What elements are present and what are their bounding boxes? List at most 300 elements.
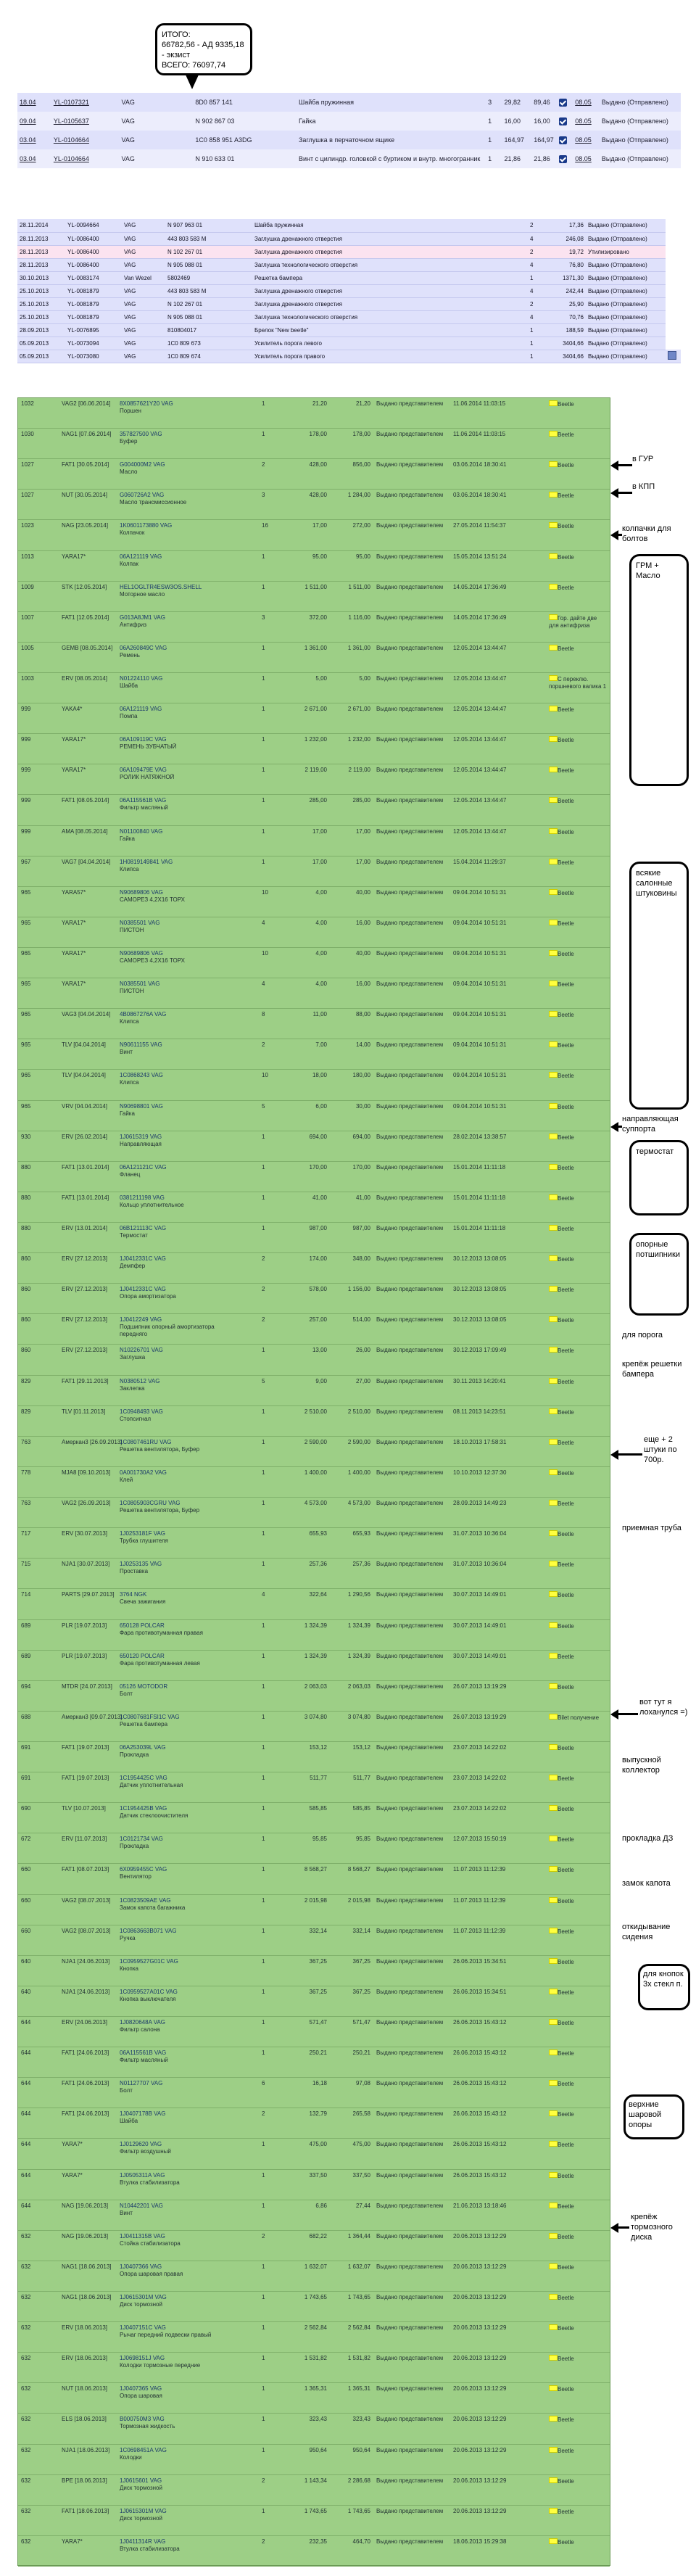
order-car: Beetle: [558, 1012, 574, 1019]
order-price: 1 743,65: [304, 2507, 327, 2514]
order-qty: 1: [262, 2049, 265, 2057]
order-sum: 856,00: [352, 461, 370, 468]
order-supplier: NAG1 [07.06.2014]: [62, 431, 112, 438]
green-order-row: [18, 1467, 610, 1498]
new-badge: [549, 1011, 558, 1017]
order-price: 188,59: [550, 323, 586, 337]
order-date: 11.07.2013 11:12:39: [453, 1866, 506, 1873]
order-mid-row: [17, 245, 681, 258]
order-part: 1J0407151C VAG: [120, 2324, 166, 2332]
selected-checkbox[interactable]: [559, 136, 567, 144]
order-price: 2 063,03: [304, 1683, 327, 1690]
order-part: 810804017: [165, 323, 252, 337]
order-number: 1013: [21, 553, 34, 560]
green-order-row: [18, 643, 610, 673]
order-qty: 2: [262, 1041, 265, 1049]
annotation-hood: замок капота: [622, 1879, 671, 1888]
order-qty: 5: [262, 1377, 265, 1384]
order-name: Трубка глушителя: [120, 1537, 168, 1545]
order-qty: 1: [262, 553, 265, 560]
order-price: 337,50: [309, 2171, 327, 2179]
order-sum: 1 364,44: [347, 2232, 370, 2239]
arrow-brake: [613, 2226, 629, 2229]
order-supplier: FAT1 [08.05.2014]: [62, 797, 109, 804]
order-date[interactable]: 09.04: [20, 117, 36, 125]
order-qty: 1: [262, 1743, 265, 1751]
green-order-row: [18, 1925, 610, 1956]
green-order-row: [18, 1009, 610, 1039]
order-status: Выдано представителем: [376, 644, 444, 651]
order-sum: 178,00: [352, 431, 370, 438]
order-mid-row: [17, 310, 681, 323]
green-order-row: [18, 1192, 610, 1223]
order-price: 372,00: [309, 614, 327, 621]
order-supplier: TLV [01.11.2013]: [62, 1408, 106, 1415]
order-qty: 1: [262, 1469, 265, 1476]
green-order-row: [18, 1772, 610, 1803]
order-status: Выдано представителем: [376, 1163, 444, 1171]
order-supplier: FAT1 [30.05.2014]: [62, 461, 109, 468]
annotation-brake: крепёж тормозного диска: [631, 2213, 673, 2242]
green-order-row: [18, 1712, 610, 1742]
order-id[interactable]: YL-0105637: [53, 117, 89, 125]
order-price: 18,00: [312, 1072, 327, 1079]
summary-callout: [155, 23, 252, 75]
green-order-row: [18, 703, 610, 734]
annotation-gasket: прокладка ДЗ: [622, 1834, 674, 1843]
green-order-row: [18, 2536, 610, 2567]
order-name: Шайба пружинная: [252, 219, 528, 232]
order-date: 25.10.2013: [17, 284, 65, 297]
order-supplier: VRV [04.04.2014]: [62, 1102, 108, 1110]
order-status: Выдано представителем: [376, 2080, 444, 2087]
green-order-row: [18, 2322, 610, 2353]
order-price: 246,08: [550, 232, 586, 245]
order-price: 511,77: [310, 1775, 327, 1782]
green-order-row: [18, 490, 610, 520]
order-name: Фланец: [120, 1171, 141, 1178]
order-status: Выдано представителем: [376, 797, 444, 804]
order-part: 1C0823509AE VAG: [120, 1896, 171, 1904]
order-name: Клей: [120, 1476, 133, 1483]
annotation-caps: колпачки для болтов: [622, 524, 671, 543]
green-order-row: [18, 856, 610, 887]
order-car: Beetle: [558, 432, 574, 439]
order-supplier: ERV [26.02.2014]: [62, 1133, 108, 1140]
new-badge: [549, 2294, 558, 2300]
order-date: 20.06.2013 13:12:29: [453, 2385, 507, 2393]
new-badge: [549, 645, 558, 651]
order-number: 860: [21, 1255, 31, 1263]
order-part: N 905 088 01: [165, 310, 252, 323]
order-part: N0385501 VAG: [120, 919, 160, 926]
order-part: 1J0615601 VAG: [120, 2477, 162, 2484]
order-date[interactable]: 03.04: [20, 155, 36, 162]
order-name: Диск тормозной: [120, 2514, 162, 2522]
order-price: 2 510,00: [304, 1408, 327, 1415]
selected-checkbox[interactable]: [559, 155, 567, 163]
order-part: N90611155 VAG: [120, 1041, 162, 1049]
order-car: Beetle: [558, 523, 574, 530]
order-number: 1030: [21, 431, 34, 438]
order-supplier: NUT [30.05.2014]: [62, 492, 108, 499]
order-status: Выдано представителем: [376, 736, 444, 743]
order-qty: 8: [262, 1011, 265, 1018]
order-date: 11.06.2014 11:03:15: [453, 400, 506, 407]
order-status: Выдано представителем: [376, 2202, 444, 2209]
order-sum: 89,46: [534, 99, 550, 106]
order-date: 28.11.2013: [17, 245, 65, 258]
new-badge: [549, 1164, 558, 1170]
order-part: 8D0 857 141: [195, 99, 233, 106]
scroll-cell: [666, 350, 681, 363]
order-date: 09.04.2014 10:51:31: [453, 1011, 507, 1018]
green-order-row: [18, 917, 610, 948]
order-part: 1C0121734 VAG: [120, 1836, 163, 1843]
order-part: 06A121121C VAG: [120, 1163, 167, 1171]
checkbox-cell: [557, 112, 573, 131]
order-mid-row: [17, 350, 681, 363]
order-price: 428,00: [309, 461, 327, 468]
order-status: Выдано представителем: [376, 1561, 444, 1568]
order-part: 1J0698151J VAG: [120, 2355, 165, 2362]
order-sum: 14,00: [355, 1041, 370, 1049]
order-sum: 464,70: [352, 2538, 370, 2545]
order-sum: 367,25: [352, 1988, 370, 1995]
order-sum: 272,00: [352, 522, 370, 529]
green-order-row: [18, 1345, 610, 1375]
order-qty: 3: [262, 614, 265, 621]
order-number: 1032: [21, 400, 34, 407]
order-status: Выдано представителем: [376, 919, 444, 926]
order-car: Beetle: [558, 1194, 574, 1202]
order-part: N0385501 VAG: [120, 981, 160, 988]
order-car: Beetle: [558, 1683, 574, 1690]
order-date: 26.07.2013 13:19:29: [453, 1683, 507, 1690]
order-number: 660: [21, 1866, 31, 1873]
order-supplier: PLR [19.07.2013]: [62, 1622, 107, 1629]
order-number: 632: [21, 2293, 31, 2300]
order-number: 644: [21, 2141, 31, 2148]
order-qty: 6: [262, 2080, 265, 2087]
order-car: Beetle: [558, 1317, 574, 1324]
order-part: N 902 867 03: [195, 117, 235, 125]
order-brand: VAG: [122, 219, 165, 232]
order-date: 20.06.2013 13:12:29: [453, 2293, 507, 2300]
order-sum: 2 015,98: [347, 1896, 370, 1904]
order-number: 999: [21, 767, 31, 774]
order-number: 999: [21, 827, 31, 835]
order-sum: 16,00: [534, 117, 550, 125]
new-badge: [549, 1378, 558, 1384]
order-ship-date[interactable]: 08.05: [575, 117, 592, 125]
order-price: 21,20: [312, 400, 327, 407]
order-number: 644: [21, 2171, 31, 2179]
order-price: 3404,66: [550, 350, 586, 363]
order-price: 2 119,00: [304, 767, 327, 774]
new-badge: [549, 584, 558, 590]
order-name: Заглушка в перчаточном ящике: [298, 136, 395, 144]
order-sum: 257,36: [352, 1561, 370, 1568]
green-order-row: [18, 1284, 610, 1314]
new-badge: [549, 2233, 558, 2239]
order-top-row: [17, 149, 681, 168]
order-supplier: TLV [04.04.2014]: [62, 1072, 106, 1079]
order-supplier: ERV [11.07.2013]: [62, 1836, 107, 1843]
order-car: Beetle: [558, 2142, 574, 2149]
order-qty: 1: [262, 1927, 265, 1934]
order-part: 05126 MOTODOR: [120, 1683, 168, 1690]
order-date: 09.04.2014 10:51:31: [453, 919, 507, 926]
green-order-row: [18, 1681, 610, 1712]
order-name: Направляющая: [120, 1140, 162, 1147]
order-id[interactable]: YL-0104664: [53, 136, 89, 144]
order-date[interactable]: 03.04: [20, 136, 36, 144]
bubble-trim: [629, 862, 689, 1110]
order-date: 09.04.2014 10:51:31: [453, 1102, 507, 1110]
order-date[interactable]: 18.04: [20, 99, 36, 106]
order-date: 28.09.2013 14:49:23: [453, 1500, 507, 1507]
order-qty: 2: [262, 1286, 265, 1293]
order-price: 9,00: [315, 1377, 327, 1384]
order-sum: 153,12: [352, 1743, 370, 1751]
order-status: Выдано (Отправлено): [586, 323, 666, 337]
order-qty: 2: [262, 2538, 265, 2545]
green-order-row: [18, 1131, 610, 1162]
bubble-mounts-text: опорные потшипники: [636, 1240, 680, 1259]
order-name: Заглушка дренажного отверстия: [252, 232, 528, 245]
order-qty: 4: [528, 232, 550, 245]
green-order-row: [18, 1528, 610, 1559]
order-car: Beetle: [558, 1500, 574, 1508]
order-name: Усилитель порога левого: [252, 337, 528, 350]
order-price: 17,36: [550, 219, 586, 232]
order-price: 164,97: [504, 136, 524, 144]
order-sum: 2 671,00: [347, 706, 370, 713]
order-number: 689: [21, 1622, 31, 1629]
order-ship-date[interactable]: 08.05: [575, 155, 592, 162]
order-name: Заглушка дренажного отверстия: [252, 284, 528, 297]
order-sum: 27,00: [355, 1377, 370, 1384]
order-number: 860: [21, 1347, 31, 1354]
order-car: Beetle: [558, 1897, 574, 1904]
order-number: 690: [21, 1805, 31, 1812]
new-badge: [549, 2019, 558, 2025]
order-supplier: NAG [23.05.2014]: [62, 522, 109, 529]
order-qty: 2: [262, 1316, 265, 1324]
order-number: 632: [21, 2324, 31, 2332]
order-part: 06A253039L VAG: [120, 1743, 166, 1751]
new-badge: [549, 2508, 558, 2514]
order-sum: 348,00: [352, 1255, 370, 1263]
selected-checkbox[interactable]: [559, 117, 567, 125]
order-id: YL-0073080: [65, 350, 122, 363]
order-number: 640: [21, 1957, 31, 1965]
order-sum: 88,00: [355, 1011, 370, 1018]
new-badge: [549, 614, 558, 620]
order-date: 03.06.2014 18:30:41: [453, 492, 507, 499]
order-brand: Van Wezel: [122, 271, 165, 284]
checkbox-cell: [557, 131, 573, 149]
order-supplier: ERV [13.01.2014]: [62, 1225, 108, 1232]
new-badge: [549, 1744, 558, 1750]
order-supplier: ERV [30.07.2013]: [62, 1530, 108, 1537]
order-part: N01100840 VAG: [120, 827, 163, 835]
order-price: 16,18: [312, 2080, 327, 2087]
order-part: 443 803 583 M: [165, 232, 252, 245]
green-order-row: [18, 1589, 610, 1619]
order-date: 25.10.2013: [17, 297, 65, 310]
order-qty: 1: [262, 1194, 265, 1201]
order-car: Beetle: [558, 2233, 574, 2240]
order-number: 763: [21, 1500, 31, 1507]
order-price: 4,00: [315, 919, 327, 926]
order-name: Буфер: [120, 438, 138, 445]
order-qty: 10: [262, 888, 268, 896]
order-brand: VAG: [121, 117, 135, 125]
order-number: 660: [21, 1896, 31, 1904]
order-id[interactable]: YL-0107321: [53, 99, 89, 106]
new-badge: [549, 859, 558, 864]
order-car: Beetle: [558, 2477, 574, 2485]
selected-checkbox[interactable]: [559, 99, 567, 107]
order-price: 11,00: [312, 1011, 327, 1018]
order-car: Beetle: [558, 1561, 574, 1569]
new-badge: [549, 1194, 558, 1200]
order-price: 1 743,65: [304, 2293, 327, 2300]
order-sum: 95,85: [355, 1836, 370, 1843]
order-number: 829: [21, 1408, 31, 1415]
order-car: Beetle: [558, 798, 574, 805]
green-order-row: [18, 826, 610, 856]
order-qty: 2: [262, 2110, 265, 2118]
order-sum: 1 156,00: [347, 1286, 370, 1293]
order-number: 999: [21, 736, 31, 743]
order-qty: 1: [262, 1683, 265, 1690]
order-date: 30.07.2013 14:49:01: [453, 1622, 507, 1629]
order-status: Выдано (Отправлено): [601, 136, 668, 144]
order-supplier: VAG2 [08.07.2013]: [62, 1927, 111, 1934]
order-date: 12.05.2014 13:44:47: [453, 644, 507, 651]
order-id[interactable]: YL-0104664: [53, 155, 89, 162]
order-date: 14.05.2014 17:36:49: [453, 583, 507, 590]
order-price: 178,00: [309, 431, 327, 438]
order-car: Beetle: [558, 920, 574, 927]
order-mid-row: [17, 258, 681, 271]
new-badge: [549, 1225, 558, 1231]
order-name: Заглушка технологического отверстия: [252, 258, 528, 271]
order-date: 30.12.2013 13:08:05: [453, 1255, 507, 1263]
new-badge: [549, 1439, 558, 1445]
order-supplier: YARA17*: [62, 767, 86, 774]
new-badge: [549, 2203, 558, 2208]
new-badge: [549, 2049, 558, 2055]
order-name: РОЛИК НАТЯЖНОЙ: [120, 774, 175, 781]
order-status: Выдано представителем: [376, 1286, 444, 1293]
green-order-row: [18, 1895, 610, 1925]
order-part: 1C0959527G01C VAG: [120, 1957, 178, 1965]
order-supplier: ERV [27.12.2013]: [62, 1255, 108, 1263]
order-sum: 1 743,65: [347, 2293, 370, 2300]
order-date: 21.06.2013 13:18:46: [453, 2202, 507, 2209]
order-status: Выдано представителем: [376, 1072, 444, 1079]
order-sum: 17,00: [355, 858, 370, 865]
order-qty: 3: [262, 492, 265, 499]
order-qty: 2: [262, 2477, 265, 2484]
order-sum: 8 568,27: [347, 1866, 370, 1873]
order-status: Выдано представителем: [376, 2446, 444, 2453]
order-qty: 1: [262, 1775, 265, 1782]
order-price: 8 568,27: [304, 1866, 327, 1873]
order-qty: 1: [262, 1225, 265, 1232]
order-date: 09.04.2014 10:51:31: [453, 888, 507, 896]
order-qty: 4: [528, 258, 550, 271]
order-car: Beetle: [558, 2508, 574, 2515]
order-car: Beetle: [558, 1287, 574, 1294]
order-car: Beetle: [558, 553, 574, 561]
annotation-guide: направляющая суппорта: [622, 1115, 679, 1134]
order-price: 250,21: [309, 2049, 327, 2057]
order-brand: VAG: [122, 284, 165, 297]
order-name: РЕМЕНЬ ЗУБЧАТЫЙ: [120, 743, 177, 751]
order-sum: 950,64: [352, 2446, 370, 2453]
green-order-row: [18, 1406, 610, 1437]
order-car: Beetle: [558, 2172, 574, 2179]
order-name: Клипса: [120, 865, 139, 872]
order-name: Диск тормозной: [120, 2300, 162, 2308]
order-supplier: NJA1 [30.07.2013]: [62, 1561, 110, 1568]
order-supplier: ERV [27.12.2013]: [62, 1347, 108, 1354]
order-mid-row: [17, 323, 681, 337]
order-ship-date[interactable]: 08.05: [575, 136, 592, 144]
new-badge: [549, 1805, 558, 1811]
order-name: Фильтр масляный: [120, 804, 168, 812]
order-sum: 285,00: [352, 797, 370, 804]
green-order-row: [18, 2383, 610, 2414]
order-price: 1 361,00: [304, 644, 327, 651]
annotation-pipe: приемная труба: [622, 1524, 682, 1532]
order-car: Beetle: [558, 2538, 574, 2546]
order-number: 880: [21, 1163, 31, 1171]
order-status: Выдано представителем: [376, 1622, 444, 1629]
order-name: Шайба: [120, 682, 138, 689]
annotation-trunk: откидывание сидения: [622, 1923, 671, 1941]
order-part: 1J0820648A VAG: [120, 2018, 166, 2026]
order-date: 12.05.2014 13:44:47: [453, 767, 507, 774]
order-status: Выдано представителем: [376, 767, 444, 774]
order-price: 428,00: [309, 492, 327, 499]
order-price: 16,00: [504, 117, 521, 125]
order-status: Выдано представителем: [376, 2018, 444, 2026]
order-sum: 585,85: [352, 1805, 370, 1812]
order-supplier: VAG7 [04.04.2014]: [62, 858, 111, 865]
order-car: Beetle: [558, 2081, 574, 2088]
order-sum: 323,43: [352, 2416, 370, 2423]
order-status: Выдано представителем: [376, 2324, 444, 2332]
new-badge: [549, 1989, 558, 1994]
order-sum: 1 511,00: [348, 583, 370, 590]
scroll-up-icon[interactable]: [668, 351, 676, 360]
order-qty: 1: [262, 1133, 265, 1140]
order-number: 778: [21, 1469, 31, 1476]
order-id: YL-0076895: [65, 323, 122, 337]
green-order-row: [18, 2078, 610, 2108]
order-price: 5,00: [315, 675, 327, 682]
order-ship-date[interactable]: 08.05: [575, 99, 592, 106]
order-name: Фара противотуманная правая: [120, 1629, 203, 1636]
order-name: Решетка бампера: [252, 271, 528, 284]
order-date: 20.06.2013 13:12:29: [453, 2263, 507, 2270]
